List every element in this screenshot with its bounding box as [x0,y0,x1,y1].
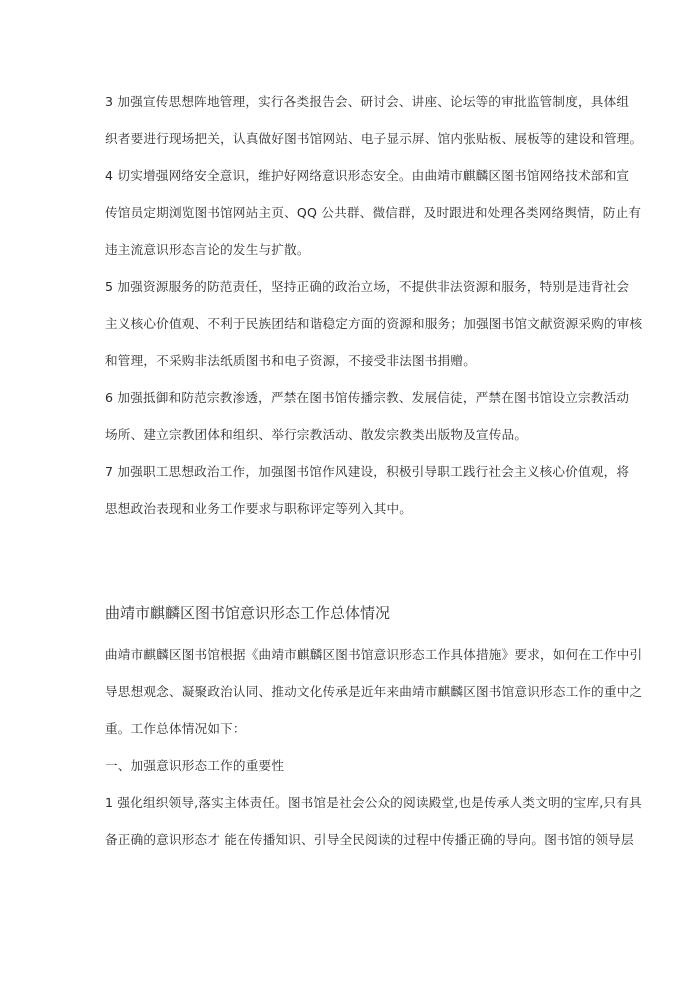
item-1-line-2: 备正确的意识形态才 能在传播知识、引导全民阅读的过程中传播正确的导向。图书馆的领导层 [105,832,634,847]
paragraph-3-line-2: 织者要进行现场把关，认真做好图书馆网站、电子显示屏、馆内张贴板、展板等的建设和管理。 [105,131,643,146]
paragraph-5-line-2: 主义核心价值观、不利于民族团结和谐稳定方面的资源和服务；加强图书馆文献资源采购的审核 [105,316,643,331]
paragraph-3-line-1: 3 加强宣传思想阵地管理，实行各类报告会、研讨会、讲座、论坛等的审批监管制度，具体组 [105,94,630,109]
paragraph-6-line-1: 6 加强抵御和防范宗教渗透，严禁在图书馆传播宗教、发展信徒，严禁在图书馆设立宗教活动 [105,390,630,405]
section-title: 曲靖市麒麟区图书馆意识形态工作总体情况 [105,604,391,622]
paragraph-4-line-2: 传馆员定期浏览图书馆网站主页、QQ 公共群、微信群，及时跟进和处理各类网络舆情，防止有 [105,205,642,220]
paragraph-7-line-2: 思想政治表现和业务工作要求与职称评定等列入其中。 [105,501,413,516]
paragraph-5-line-1: 5 加强资源服务的防范责任，坚持正确的政治立场，不提供非法资源和服务，特别是违背社会 [105,279,630,294]
intro-line-2: 导思想观念、凝聚政治认同、推动文化传承是近年来曲靖市麒麟区图书馆意识形态工作的重中之 [105,684,643,699]
subheading: 一、加强意识形态工作的重要性 [105,758,285,773]
paragraph-4-line-3: 违主流意识形态言论的发生与扩散。 [105,242,310,257]
paragraph-4-line-1: 4 切实增强网络安全意识，维护好网络意识形态安全。由曲靖市麒麟区图书馆网络技术部和宣 [105,168,630,183]
paragraph-6-line-2: 场所、建立宗教团体和组织、举行宗教活动、散发宗教类出版物及宣传品。 [105,427,528,442]
paragraph-7-line-1: 7 加强职工思想政治工作，加强图书馆作风建设，积极引导职工践行社会主义核心价值观，将 [105,464,630,479]
item-1-line-1: 1 强化组织领导,落实主体责任。图书馆是社会公众的阅读殿堂,也是传承人类文明的宝库,只有具 [105,795,642,810]
paragraph-5-line-3: 和管理，不采购非法纸质图书和电子资源，不接受非法图书捐赠。 [105,353,477,368]
intro-line-3: 重。工作总体情况如下： [105,721,246,736]
intro-line-1: 曲靖市麒麟区图书馆根据《曲靖市麒麟区图书馆意识形态工作具体措施》要求，如何在工作中引 [105,647,643,662]
